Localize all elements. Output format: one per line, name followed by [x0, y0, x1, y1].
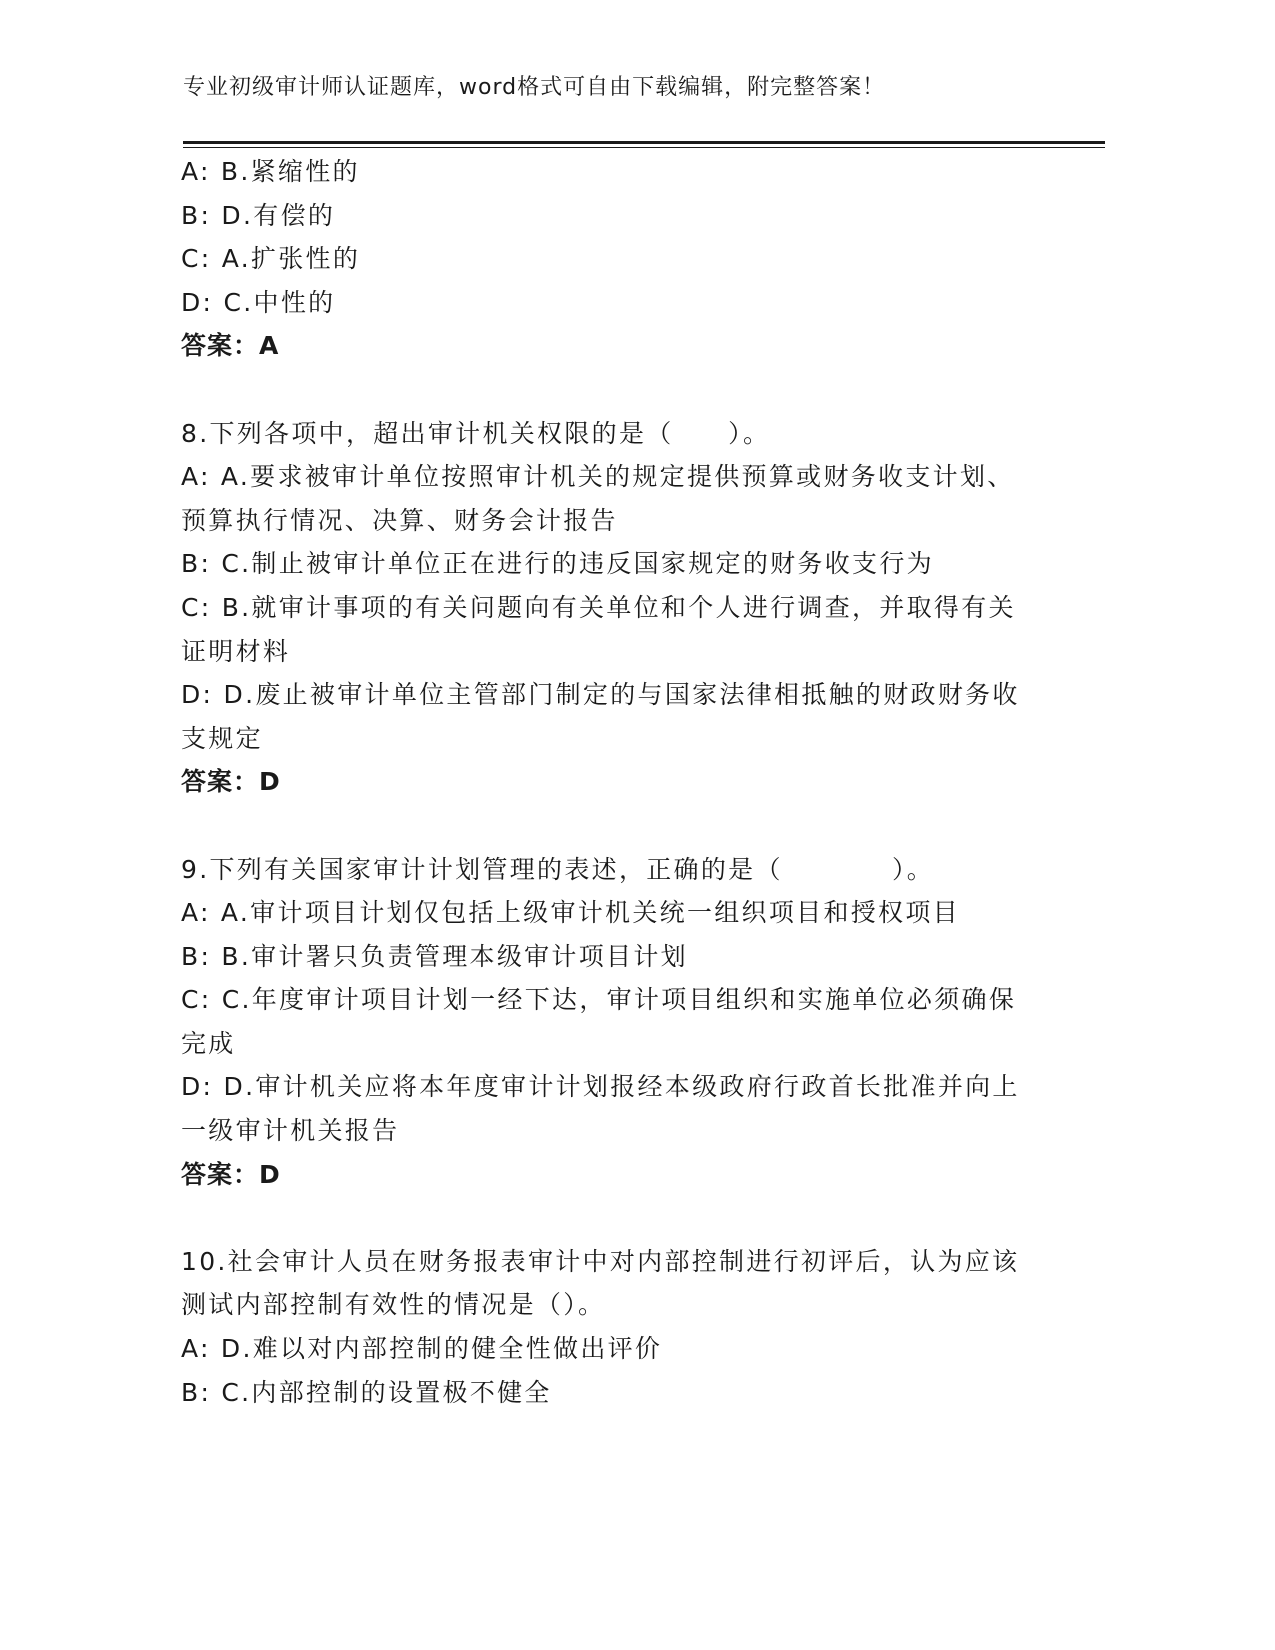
question-8 — [181, 412, 1031, 804]
option-d-continued: 一级审计机关报告 — [181, 1116, 400, 1146]
answer: 答案：D — [181, 1159, 281, 1189]
spacer — [181, 1196, 1031, 1240]
option-d-continued: 支规定 — [181, 723, 263, 753]
option-d: D: D.审计机关应将本年度审计计划报经本级政府行政首长批准并向上 — [181, 1072, 1020, 1102]
question-9 — [181, 848, 1031, 1197]
option-b: B: C.内部控制的设置极不健全 — [181, 1377, 552, 1407]
answer: 答案：D — [181, 767, 281, 797]
option-b: B: B.审计署只负责管理本级审计项目计划 — [181, 941, 688, 971]
option-b: B: D.有偿的 — [181, 200, 336, 230]
spacer — [181, 804, 1031, 848]
question-stem: 10.社会审计人员在财务报表审计中对内部控制进行初评后，认为应该 — [181, 1246, 1020, 1276]
option-a: A: A.审计项目计划仅包括上级审计机关统一组织项目和授权项目 — [181, 898, 960, 928]
header-rule-thin — [183, 147, 1105, 148]
question-stem: 8.下列各项中，超出审计机关权限的是（ ）。 — [181, 418, 771, 448]
page-header: 专业初级审计师认证题库，word格式可自由下载编辑，附完整答案！ — [183, 75, 886, 100]
header-rule-thick — [183, 141, 1105, 144]
option-a-continued: 预算执行情况、决算、财务会计报告 — [181, 505, 618, 535]
spacer — [181, 368, 1031, 412]
option-c-continued: 完成 — [181, 1028, 236, 1058]
question-7-tail — [181, 150, 1031, 368]
question-10 — [181, 1240, 1031, 1414]
option-c: C: B.就审计事项的有关问题向有关单位和个人进行调查，并取得有关 — [181, 592, 1016, 622]
option-a: A: D.难以对内部控制的健全性做出评价 — [181, 1334, 663, 1364]
option-c-continued: 证明材料 — [181, 636, 291, 666]
option-d: D: C.中性的 — [181, 287, 336, 317]
option-c: C: C.年度审计项目计划一经下达，审计项目组织和实施单位必须确保 — [181, 985, 1017, 1015]
question-stem: 9.下列有关国家审计计划管理的表述，正确的是（ ）。 — [181, 854, 935, 884]
option-a: A: B.紧缩性的 — [181, 157, 360, 186]
answer: 答案：A — [181, 331, 280, 361]
option-d: D: D.废止被审计单位主管部门制定的与国家法律相抵触的财政财务收 — [181, 680, 1020, 710]
option-a: A: A.要求被审计单位按照审计机关的规定提供预算或财务收支计划、 — [181, 462, 1015, 492]
option-b: B: C.制止被审计单位正在进行的违反国家规定的财务收支行为 — [181, 549, 934, 579]
question-content — [181, 150, 1031, 1414]
option-c: C: A.扩张性的 — [181, 244, 361, 274]
question-stem-continued: 测试内部控制有效性的情况是（）。 — [181, 1290, 606, 1320]
